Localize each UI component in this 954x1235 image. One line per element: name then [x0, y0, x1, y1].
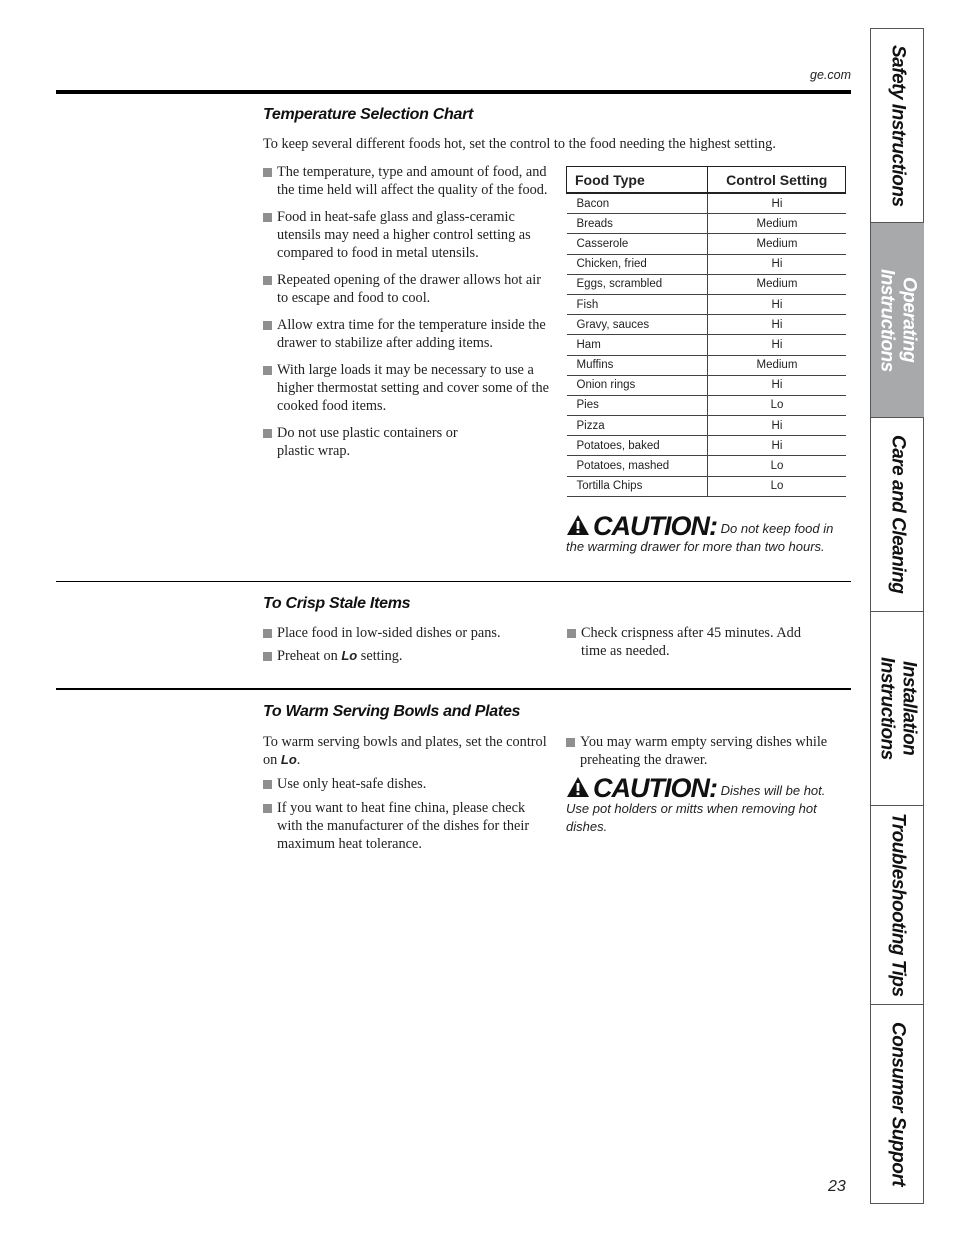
table-row — [567, 335, 846, 355]
warning-triangle-icon — [566, 776, 590, 798]
control-setting-cell: Lo — [708, 456, 846, 476]
list-item: Repeated opening of the drawer allows hot air to escape and food to cool. — [263, 271, 551, 307]
bullet-square-icon — [263, 780, 272, 789]
food-type-cell: Chicken, fried — [567, 254, 708, 274]
food-type-cell: Pies — [567, 395, 708, 415]
warm-left-bullets — [263, 775, 553, 853]
setting-lo: Lo — [280, 752, 297, 767]
tab-troubleshooting-tips[interactable]: Troubleshooting Tips — [871, 806, 924, 1005]
table-row — [567, 254, 846, 274]
table-row — [567, 416, 846, 436]
control-setting-cell: Hi — [708, 375, 846, 395]
temperature-bullets — [263, 163, 551, 460]
column-header-control-setting: Control Setting — [708, 167, 846, 194]
list-item: Allow extra time for the temperature inside the drawer to stabilize after adding items. — [263, 316, 551, 352]
list-item: Place food in low-sided dishes or pans. — [263, 624, 553, 642]
list-item: The temperature, type and amount of food, and the time held will affect the quality of the food. — [263, 163, 551, 199]
food-type-cell: Pizza — [567, 416, 708, 436]
control-setting-cell: Medium — [708, 214, 846, 234]
list-item: Food in heat-safe glass and glass-ceramic utensils may need a higher control setting as compared to food in metal utensils. — [263, 208, 551, 262]
tab-consumer-support[interactable]: Consumer Support — [887, 1021, 909, 1187]
tab-installation-instructions[interactable]: Installation Instructions — [871, 612, 924, 806]
food-type-cell: Ham — [567, 335, 708, 355]
table-row — [567, 476, 846, 496]
control-setting-cell: Hi — [708, 294, 846, 314]
food-type-cell: Muffins — [567, 355, 708, 375]
food-type-cell: Gravy, sauces — [567, 315, 708, 335]
warning-triangle-icon — [566, 514, 590, 536]
control-setting-cell: Hi — [708, 193, 846, 214]
bullet-square-icon — [263, 652, 272, 661]
setting-lo: Lo — [341, 648, 358, 663]
bullet-square-icon — [263, 276, 272, 285]
list-item: You may warm empty serving dishes while preheating the drawer. — [566, 733, 856, 769]
food-type-cell: Potatoes, baked — [567, 436, 708, 456]
food-type-cell: Tortilla Chips — [567, 476, 708, 496]
bullet-square-icon — [566, 738, 575, 747]
control-setting-cell: Medium — [708, 274, 846, 294]
caution-text: Dishes will be hot. Use pot holders or mitts when removing hot dishes. — [566, 783, 826, 834]
control-setting-cell: Medium — [708, 234, 846, 254]
control-setting-cell: Hi — [708, 335, 846, 355]
section-divider — [56, 688, 851, 690]
tab-safety-instructions[interactable]: Safety Instructions — [871, 29, 924, 223]
column-header-food-type: Food Type — [567, 167, 708, 194]
bullet-square-icon — [263, 321, 272, 330]
table-row — [567, 315, 846, 335]
crisp-left-bullets — [263, 624, 553, 665]
food-type-cell: Breads — [567, 214, 708, 234]
warm-intro: To warm serving bowls and plates, set the control on Lo. — [263, 734, 547, 768]
table-row — [567, 375, 846, 395]
control-setting-cell: Medium — [708, 355, 846, 375]
table-row — [567, 395, 846, 415]
list-item: If you want to heat fine china, please check with the manufacturer of the dishes for their maximum heat tolerance. — [263, 799, 553, 853]
list-item: Do not use plastic containers or plastic wrap. — [263, 424, 551, 460]
control-setting-cell: Lo — [708, 476, 846, 496]
temperature-table-body — [567, 193, 846, 496]
table-row — [567, 214, 846, 234]
warm-right-bullets — [566, 733, 856, 769]
bullet-square-icon — [263, 168, 272, 177]
food-type-cell: Casserole — [567, 234, 708, 254]
list-item: With large loads it may be necessary to use a higher thermostat setting and cover some of the cooked food items. — [263, 361, 551, 415]
caution-food-time — [566, 511, 851, 556]
table-row — [567, 294, 846, 314]
control-setting-cell: Hi — [708, 315, 846, 335]
bullet-square-icon — [263, 804, 272, 813]
warm-title: To Warm Serving Bowls and Plates — [263, 703, 521, 720]
table-row — [567, 274, 846, 294]
control-setting-cell: Hi — [708, 416, 846, 436]
bullet-square-icon — [263, 629, 272, 638]
table-row — [567, 436, 846, 456]
list-item: Use only heat-safe dishes. — [263, 775, 553, 793]
caution-hot-dishes — [566, 773, 851, 836]
temperature-chart-title: Temperature Selection Chart — [263, 106, 474, 123]
food-type-cell: Potatoes, mashed — [567, 456, 708, 476]
tab-care-and-cleaning[interactable]: Care and Cleaning — [871, 418, 924, 612]
crisp-right-bullets — [567, 624, 807, 660]
bullet-square-icon — [263, 213, 272, 222]
food-type-cell: Bacon — [567, 193, 708, 214]
crisp-title: To Crisp Stale Items — [263, 595, 411, 612]
table-header-row — [567, 167, 846, 194]
control-setting-cell: Hi — [708, 254, 846, 274]
top-rule — [56, 90, 851, 94]
bullet-square-icon — [263, 429, 272, 438]
food-type-cell: Onion rings — [567, 375, 708, 395]
control-setting-cell: Hi — [708, 436, 846, 456]
food-type-cell: Fish — [567, 294, 708, 314]
bullet-square-icon — [567, 629, 576, 638]
caution-word: CAUTION: — [593, 511, 717, 541]
caution-text: Do not keep food in the warming drawer for more than two hours. — [566, 521, 834, 554]
list-item: Preheat on Lo setting. — [263, 647, 553, 665]
list-item: Check crispness after 45 minutes. Add time as needed. — [567, 624, 807, 660]
table-row — [567, 456, 846, 476]
control-setting-cell: Lo — [708, 395, 846, 415]
food-type-cell: Eggs, scrambled — [567, 274, 708, 294]
bullet-square-icon — [263, 366, 272, 375]
table-row — [567, 355, 846, 375]
section-tabs — [870, 28, 924, 1204]
table-row — [567, 234, 846, 254]
temperature-chart-intro: To keep several different foods hot, set the control to the food needing the highest setting. — [263, 136, 776, 152]
temperature-table — [566, 166, 846, 497]
section-divider — [56, 581, 851, 582]
caution-word: CAUTION: — [593, 773, 717, 803]
table-row — [567, 193, 846, 214]
page-number: 23 — [828, 1178, 846, 1195]
site-url: ge.com — [810, 68, 851, 82]
tab-operating-instructions[interactable]: Operating Instructions — [871, 223, 924, 418]
